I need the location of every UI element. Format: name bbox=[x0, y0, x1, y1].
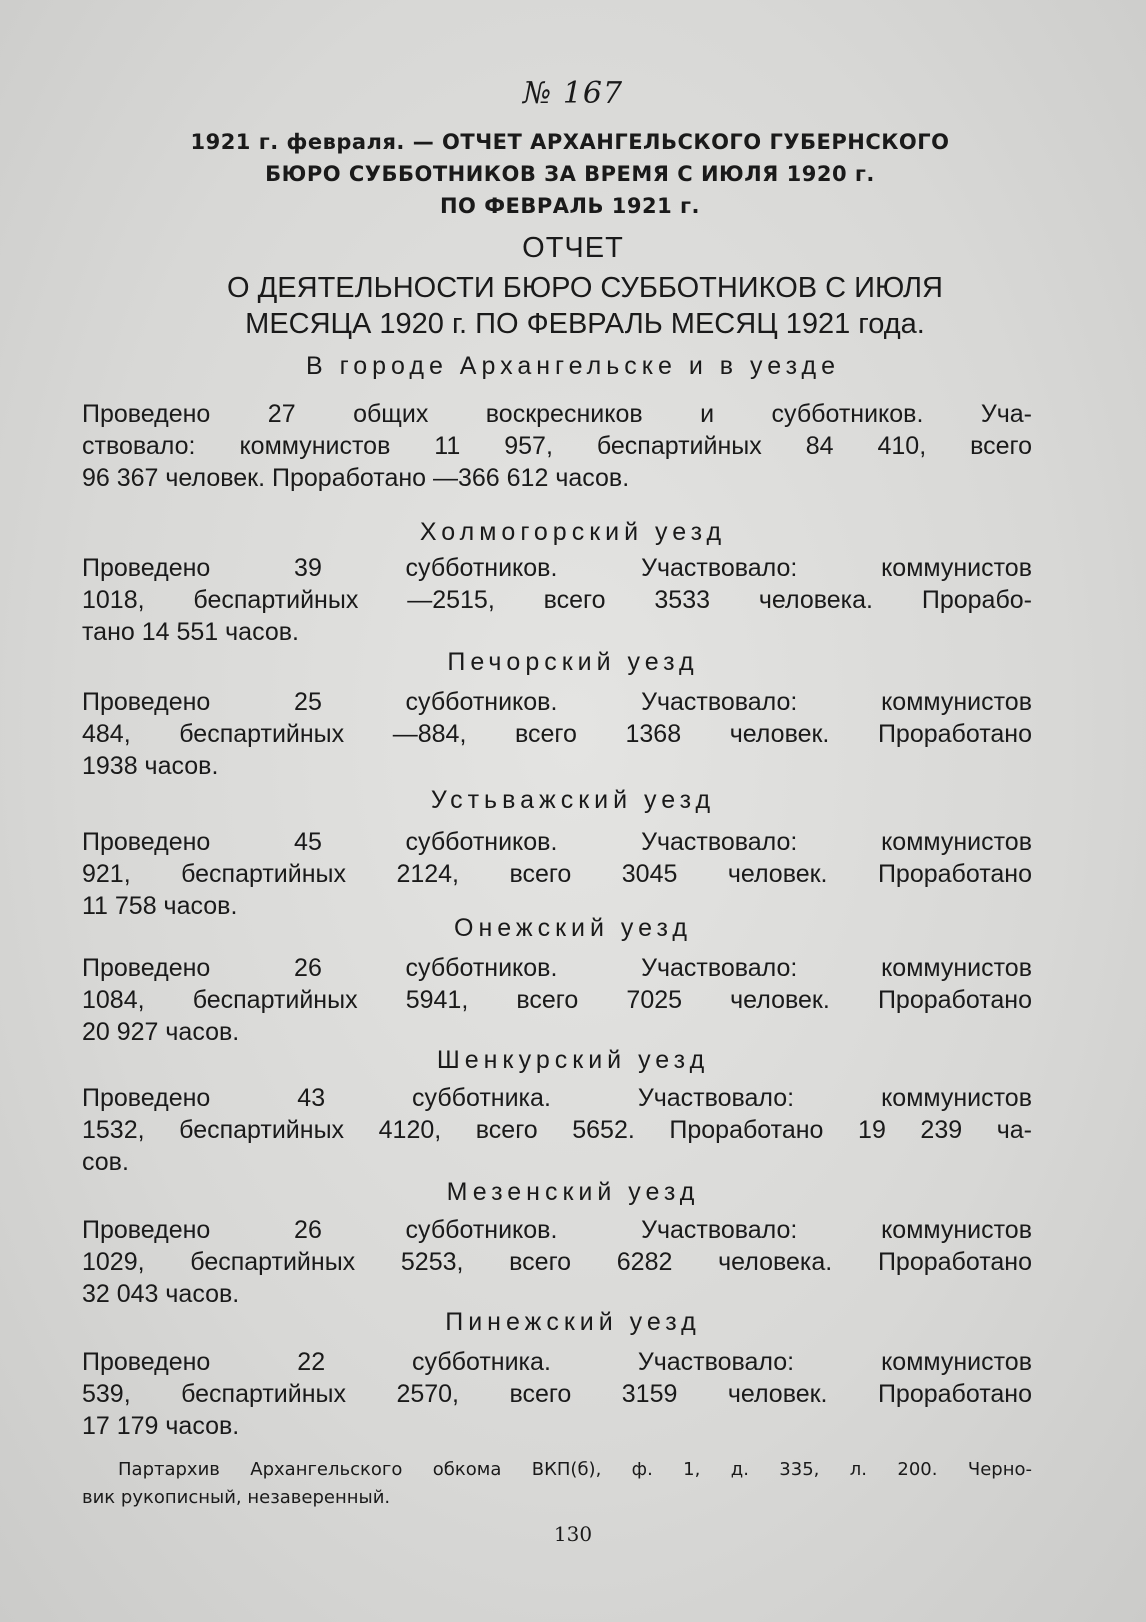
footnote-line: Партархив Архангельского обкома ВКП(б), ф. 1, д. 335, л. 200. Черно- bbox=[118, 1459, 1032, 1480]
section-text-kholmogory bbox=[82, 552, 1032, 648]
report-subtitle bbox=[135, 270, 1035, 342]
archive-footnote bbox=[82, 1456, 1032, 1512]
document-header bbox=[120, 126, 1020, 222]
section-heading-arkhangelsk: В городе Архангельске и в уезде bbox=[306, 352, 840, 380]
text-line: Проведено 22 субботника. Участвовало: коммунистов bbox=[82, 1348, 1032, 1376]
text-line: ствовало: коммунистов 11 957, беспартийных 84 410, всего bbox=[82, 432, 1032, 460]
text-line: тано 14 551 часов. bbox=[82, 618, 299, 646]
text-line: Проведено 25 субботников. Участвовало: коммунистов bbox=[82, 688, 1032, 716]
text-line: Проведено 39 субботников. Участвовало: коммунистов bbox=[82, 554, 1032, 582]
text-line: 20 927 часов. bbox=[82, 1018, 240, 1046]
text-line: 1084, беспартийных 5941, всего 7025 человек. Проработано bbox=[82, 986, 1032, 1014]
text-line: 1938 часов. bbox=[82, 752, 219, 780]
text-line: 1532, беспартийных 4120, всего 5652. Проработано 19 239 ча- bbox=[82, 1116, 1032, 1144]
section-heading-onega: Онежский уезд bbox=[454, 914, 692, 942]
subtitle-line: О ДЕЯТЕЛЬНОСТИ БЮРО СУББОТНИКОВ С ИЮЛЯ bbox=[227, 272, 943, 304]
page-number: 130 bbox=[553, 1522, 593, 1546]
section-heading-shenkursk: Шенкурский уезд bbox=[436, 1046, 710, 1074]
text-line: 1018, беспартийных —2515, всего 3533 человека. Прорабо- bbox=[82, 586, 1032, 614]
section-heading-kholmogory: Холмогорский уезд bbox=[419, 518, 727, 546]
report-title: ОТЧЕТ bbox=[522, 232, 624, 264]
text-line: Проведено 45 субботников. Участвовало: коммунистов bbox=[82, 828, 1032, 856]
section-heading-pinega: Пинежский уезд bbox=[445, 1308, 701, 1336]
footnote-line: вик рукописный, незаверенный. bbox=[82, 1487, 391, 1508]
subtitle-line: МЕСЯЦА 1920 г. ПО ФЕВРАЛЬ МЕСЯЦ 1921 года. bbox=[245, 308, 925, 340]
section-text-ustvazhsky bbox=[82, 826, 1032, 922]
text-line: Проведено 27 общих воскресников и субботников. Уча- bbox=[82, 400, 1032, 428]
section-text-pinega bbox=[82, 1346, 1032, 1442]
text-line: Проведено 43 субботника. Участвовало: коммунистов bbox=[82, 1084, 1032, 1112]
section-text-mezen bbox=[82, 1214, 1032, 1310]
header-line: ПО ФЕВРАЛЬ 1921 г. bbox=[439, 194, 701, 218]
section-text-onega bbox=[82, 952, 1032, 1048]
text-line: 484, беспартийных —884, всего 1368 человек. Проработано bbox=[82, 720, 1032, 748]
header-line: БЮРО СУББОТНИКОВ ЗА ВРЕМЯ С ИЮЛЯ 1920 г. bbox=[265, 162, 875, 186]
text-line: 17 179 часов. bbox=[82, 1412, 240, 1440]
document-number: № 167 bbox=[522, 76, 624, 111]
text-line: 921, беспартийных 2124, всего 3045 человек. Проработано bbox=[82, 860, 1032, 888]
section-heading-mezen: Мезенский уезд bbox=[446, 1178, 700, 1206]
header-line: 1921 г. февраля. — ОТЧЕТ АРХАНГЕЛЬСКОГО ГУБЕРНСКОГО bbox=[190, 130, 950, 154]
text-line: 96 367 человек. Проработано —366 612 часов. bbox=[82, 464, 630, 492]
text-line: сов. bbox=[82, 1148, 129, 1176]
section-text-arkhangelsk bbox=[82, 398, 1032, 494]
text-line: 11 758 часов. bbox=[82, 892, 238, 920]
section-text-shenkursk bbox=[82, 1082, 1032, 1178]
section-heading-pechora: Печорский уезд bbox=[447, 648, 699, 676]
text-line: 32 043 часов. bbox=[82, 1280, 240, 1308]
section-heading-ustvazhsky: Устьважский уезд bbox=[430, 786, 716, 814]
section-text-pechora bbox=[82, 686, 1032, 782]
text-line: 539, беспартийных 2570, всего 3159 человек. Проработано bbox=[82, 1380, 1032, 1408]
text-line: Проведено 26 субботников. Участвовало: коммунистов bbox=[82, 954, 1032, 982]
text-line: 1029, беспартийных 5253, всего 6282 человека. Проработано bbox=[82, 1248, 1032, 1276]
text-line: Проведено 26 субботников. Участвовало: коммунистов bbox=[82, 1216, 1032, 1244]
